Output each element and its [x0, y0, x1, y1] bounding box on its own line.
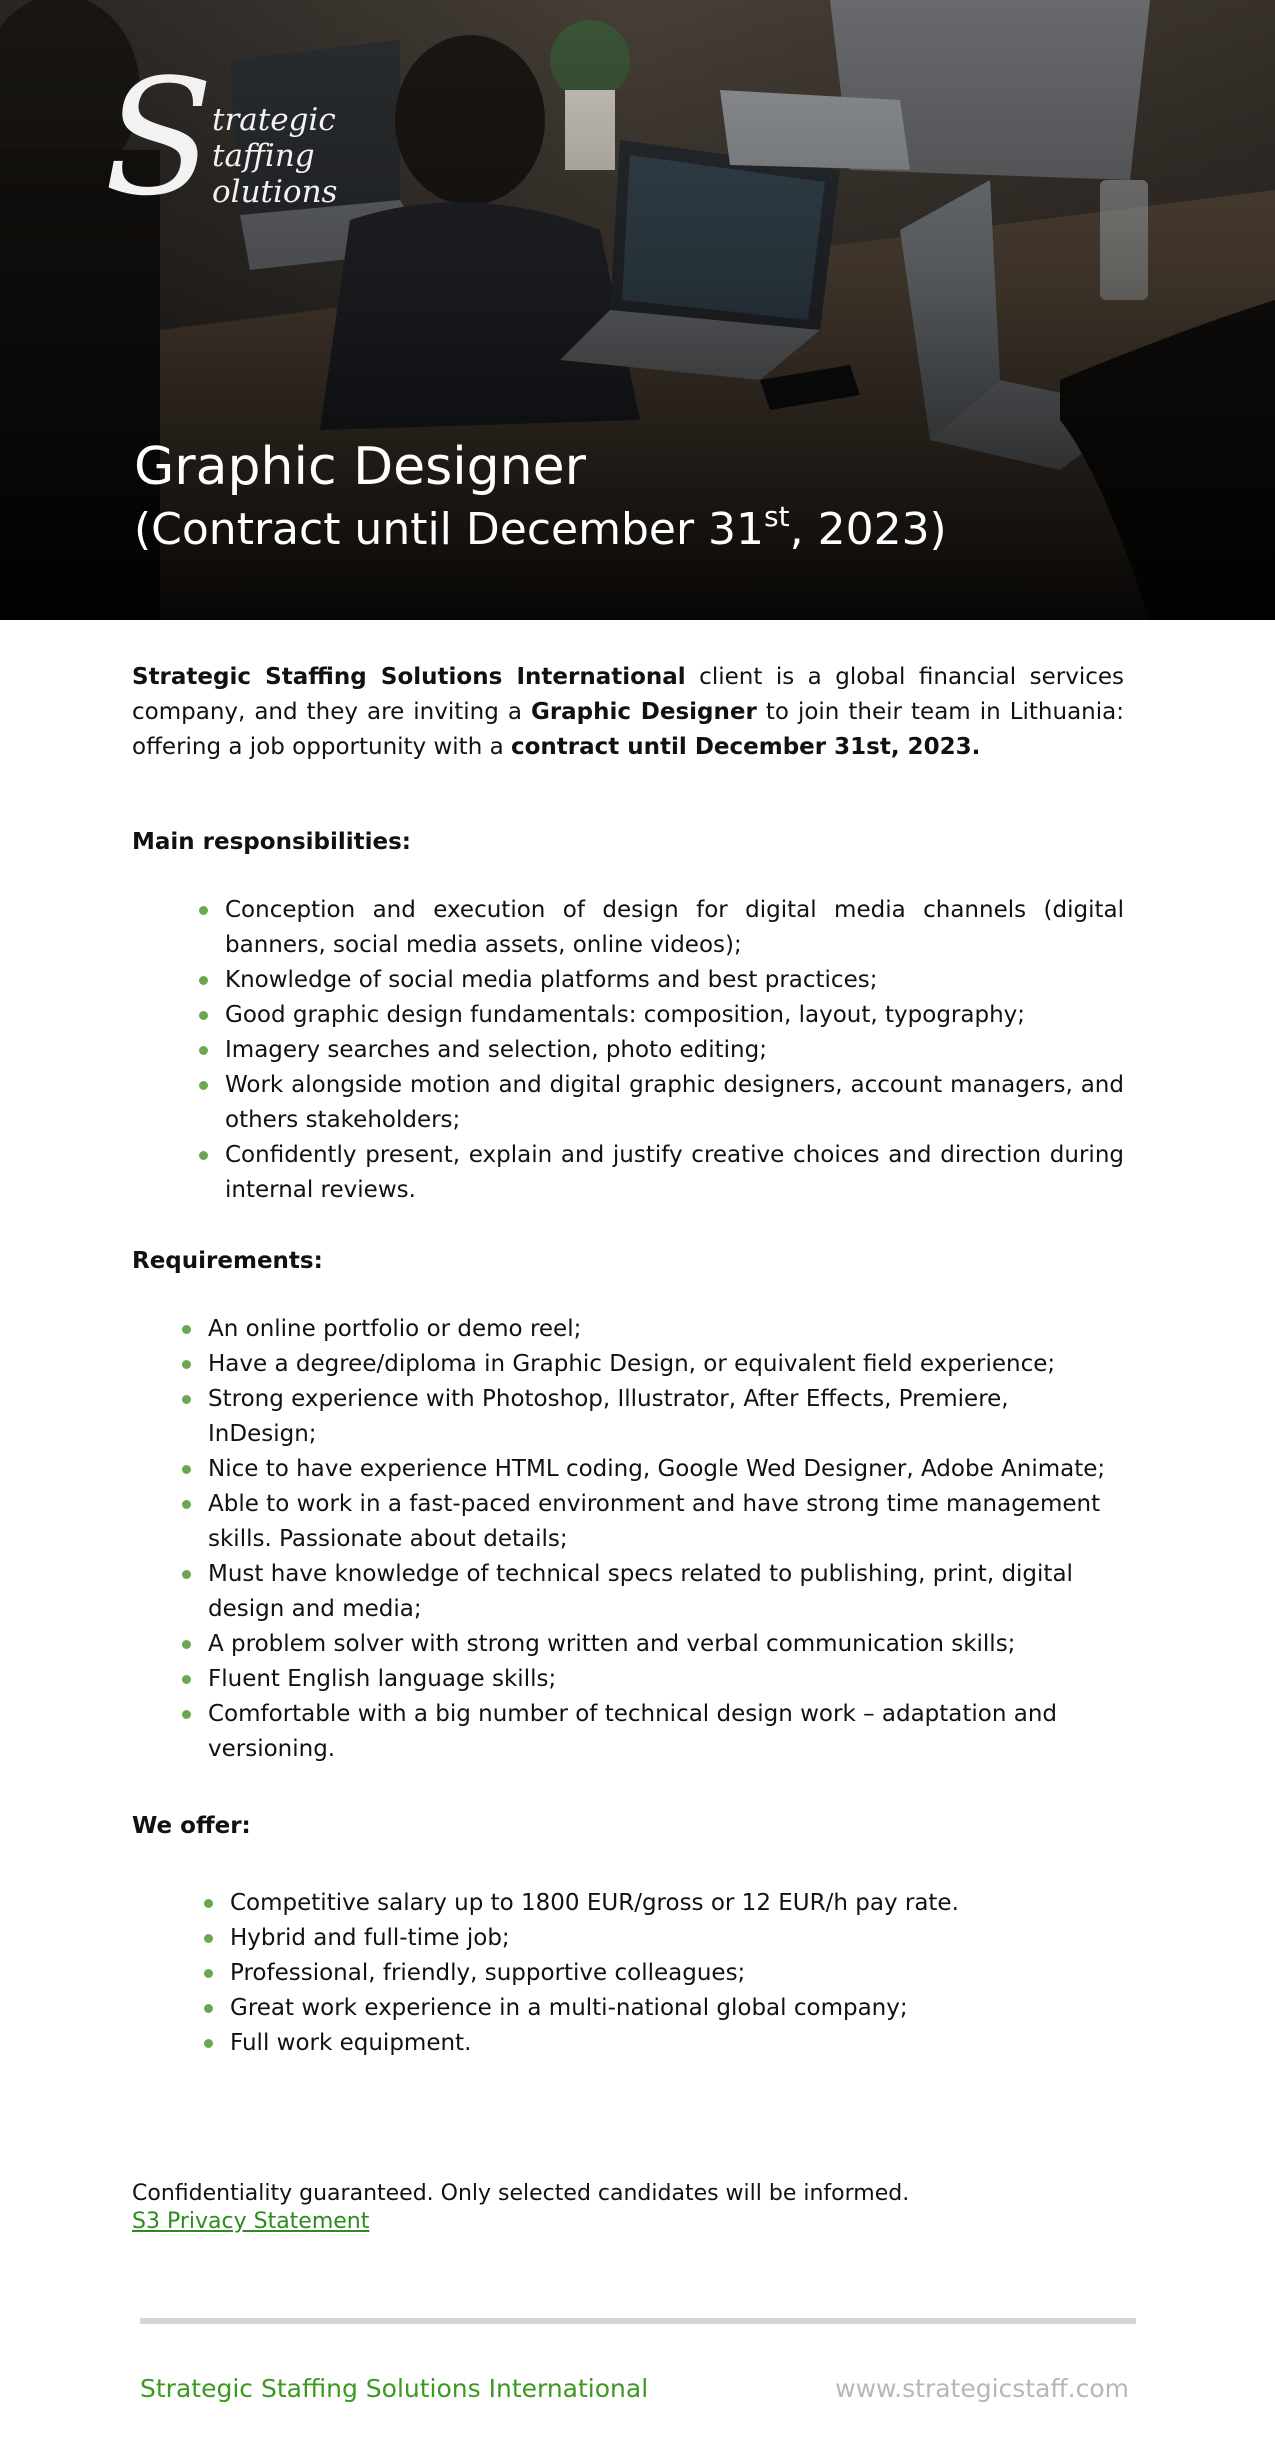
list-item: Imagery searches and selection, photo editing;	[225, 1033, 1124, 1068]
list-item: Fluent English language skills;	[208, 1662, 1124, 1697]
list-item: Knowledge of social media platforms and best practices;	[225, 963, 1124, 998]
list-item: Confidently present, explain and justify creative choices and direction during internal reviews.	[225, 1138, 1124, 1208]
list-item: Hybrid and full-time job;	[230, 1921, 1124, 1956]
company-logo	[104, 44, 344, 238]
list-item: Comfortable with a big number of technical design work – adaptation and versioning.	[208, 1697, 1124, 1767]
intro-contract: contract until December 31st, 2023.	[511, 734, 981, 760]
list-item: Full work equipment.	[230, 2026, 1124, 2061]
list-item: Competitive salary up to 1800 EUR/gross or 12 EUR/h pay rate.	[230, 1886, 1124, 1921]
responsibilities-list	[225, 893, 1124, 1208]
responsibilities-heading: Main responsibilities:	[132, 829, 411, 855]
requirements-list	[208, 1312, 1124, 1767]
list-item: Strong experience with Photoshop, Illustrator, After Effects, Premiere, InDesign;	[208, 1382, 1124, 1452]
job-description	[132, 660, 1124, 2061]
subtitle-ordinal: st	[764, 500, 790, 533]
hero-banner	[0, 0, 1275, 620]
footer-company-name: Strategic Staffing Solutions International	[140, 2374, 649, 2403]
intro-company: Strategic Staffing Solutions International	[132, 664, 686, 690]
logo-word: olutions	[212, 174, 338, 210]
intro-text: to join their team in Lithuania: offering a job opportunity with a	[132, 699, 1124, 760]
subtitle-text: (Contract until December 31	[134, 504, 765, 555]
requirements-heading: Requirements:	[132, 1248, 323, 1274]
list-item: Nice to have experience HTML coding, Google Wed Designer, Adobe Animate;	[208, 1452, 1124, 1487]
list-item: Work alongside motion and digital graphic designers, account managers, and others stakeholders;	[225, 1068, 1124, 1138]
list-item: Conception and execution of design for digital media channels (digital banners, social media assets, online videos);	[225, 893, 1124, 963]
confidentiality-note	[132, 2180, 909, 2236]
offer-heading: We offer:	[132, 1813, 251, 1839]
intro-role: Graphic Designer	[530, 699, 757, 725]
footer-website[interactable]: www.strategicstaff.com	[835, 2374, 1129, 2403]
list-item: An online portfolio or demo reel;	[208, 1312, 1124, 1347]
subtitle-text-end: , 2023)	[789, 504, 947, 555]
intro-text: client is a global financial services company, and they are inviting a	[132, 664, 1124, 725]
privacy-statement-link[interactable]: S3 Privacy Statement	[132, 2209, 370, 2234]
list-item: A problem solver with strong written and verbal communication skills;	[208, 1627, 1124, 1662]
intro-paragraph	[132, 660, 1124, 765]
list-item: Have a degree/diploma in Graphic Design, or equivalent field experience;	[208, 1347, 1124, 1382]
list-item: Great work experience in a multi-national global company;	[230, 1991, 1124, 2026]
logo-wordmark	[212, 102, 337, 210]
list-item: Must have knowledge of technical specs related to publishing, print, digital design and media;	[208, 1557, 1124, 1627]
list-item: Good graphic design fundamentals: composition, layout, typography;	[225, 998, 1124, 1033]
job-title: Graphic Designer	[134, 437, 586, 497]
confidentiality-text: Confidentiality guaranteed. Only selected candidates will be informed.	[132, 2181, 910, 2206]
logo-letter: S	[104, 44, 214, 231]
logo-word: taffing	[212, 138, 315, 174]
footer-divider	[140, 2318, 1136, 2324]
logo-word: trategic	[212, 102, 336, 138]
offer-list	[230, 1886, 1124, 2061]
list-item: Professional, friendly, supportive colleagues;	[230, 1956, 1124, 1991]
list-item: Able to work in a fast-paced environment and have strong time management skills. Passionate about details;	[208, 1487, 1124, 1557]
job-subtitle	[134, 500, 947, 557]
